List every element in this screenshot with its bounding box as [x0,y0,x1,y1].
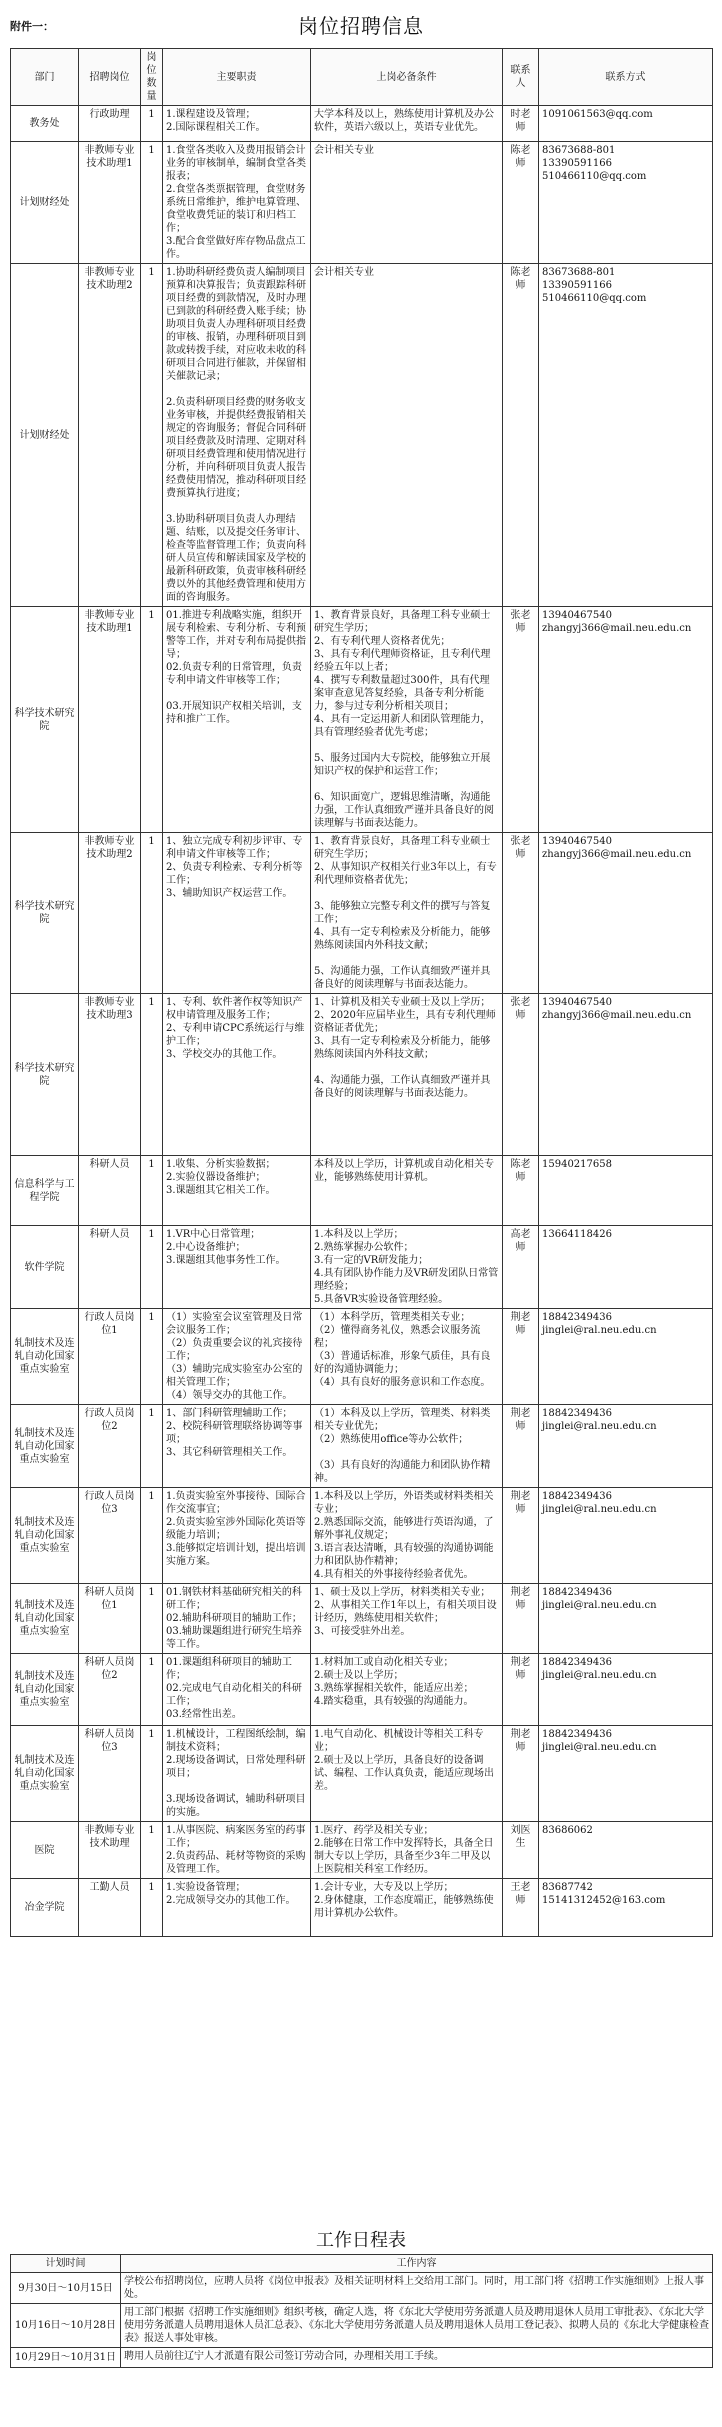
table-row [11,264,713,607]
requirement-cell: 1、计算机及相关专业硕士及以上学历； 2、2020年应届毕业生，具有专利代理师资格证者优先； 3、具有一定专利检索及分析能力，能够熟练阅读国内外科技文献； 4、沟通能力强，工作认真细致严谨并具备良好的阅读理解与书面表达能力。 [311,994,503,1156]
header [10,4,712,44]
post-cell: 非教师专业技术助理1 [79,142,141,264]
phone-cell: 18842349436 jinglei@ral.neu.edu.cn [539,1726,713,1822]
phone-cell: 13940467540 zhangyj366@mail.neu.edu.cn [539,833,713,994]
post-cell: 科研人员岗位1 [79,1584,141,1654]
dept-cell: 计划财经处 [11,264,79,607]
table-row [11,1488,713,1584]
count-cell: 1 [141,1726,163,1822]
schedule-row [11,2348,713,2368]
contact-cell: 张老师 [503,994,539,1156]
schedule-title: 工作日程表 [316,2230,406,2251]
duty-cell: 1.课程建设及管理； 2.国际课程相关工作。 [163,106,311,142]
requirement-cell: 1.材料加工或自动化相关专业； 2.硕士及以上学历； 3.熟练掌握相关软件，能适应出差； 4.踏实稳重，具有较强的沟通能力。 [311,1654,503,1726]
contact-cell: 陈老师 [503,142,539,264]
header-cell: 上岗必备条件 [311,49,503,106]
duty-cell: 1.实验设备管理； 2.完成领导交办的其他工作。 [163,1879,311,1937]
count-cell: 1 [141,1822,163,1879]
header-cell: 工作内容 [121,2255,713,2273]
post-cell: 非教师专业技术助理3 [79,994,141,1156]
phone-cell: 18842349436 jinglei@ral.neu.edu.cn [539,1405,713,1488]
count-cell: 1 [141,994,163,1156]
requirement-cell: 1.电气自动化、机械设计等相关工科专业； 2.硕士及以上学历，具备良好的设备调试、编程、工作认真负责，能适应现场出差。 [311,1726,503,1822]
dept-cell: 轧制技术及连轧自动化国家重点实验室 [11,1654,79,1726]
table-row [11,142,713,264]
duty-cell: 1.机械设计，工程图纸绘制，编制技术资料； 2.现场设备调试，日常处理科研项目； 3.现场设备调试，辅助科研项目的实施。 [163,1726,311,1822]
table-row [11,607,713,833]
dept-cell: 教务处 [11,106,79,142]
schedule-table [10,2254,713,2368]
requirement-cell: 大学本科及以上，熟练使用计算机及办公软件，英语六级以上，英语专业优先。 [311,106,503,142]
header-cell: 招聘岗位 [79,49,141,106]
requirement-cell: 本科及以上学历，计算机或自动化相关专业，能够熟练使用计算机。 [311,1156,503,1226]
duty-cell: 01.推进专利战略实施，组织开展专利检索、专利分析、专利预警等工作，并对专利布局提供指导； 02.负责专利的日常管理，负责专利申请文件审核等工作； 03.开展知识产权相关培训，支持和推广工作。 [163,607,311,833]
phone-cell: 13940467540 zhangyj366@mail.neu.edu.cn [539,607,713,833]
requirement-cell: （1）本科学历，管理类相关专业； （2）懂得商务礼仪，熟悉会议服务流程； （3）普通话标准，形象气质佳，具有良好的沟通协调能力； （4）具有良好的服务意识和工作态度。 [311,1309,503,1405]
table-row [11,1822,713,1879]
schedule-content-cell: 聘用人员前往辽宁人才派遣有限公司签订劳动合同，办理相关用工手续。 [121,2348,713,2368]
post-cell: 行政人员岗位3 [79,1488,141,1584]
contact-cell: 王老师 [503,1879,539,1937]
dept-cell: 计划财经处 [11,142,79,264]
dept-cell: 冶金学院 [11,1879,79,1937]
table-row [11,1226,713,1309]
header-cell: 联系人 [503,49,539,106]
duty-cell: 1.协助科研经费负责人编制项目预算和决算报告；负责跟踪科研项目经费的到款情况，及时办理已到款的科研经费入账手续；协助项目负责人办理科研项目经费的审核、报销，办理科研项目到款或转拨手续，对应收未收的科研项目合同进行催款，并保留相关催款记录； 2.负责科研项目经费的财务收支业务审核，并提供经费报销相关规定的咨询服务；督促合同科研项目经费款及时清理、定期对科研项目经费管理和使用情况进行分析，并向科研项目负责人报告经费使用情况，推动科研项目经费预算执行进度； 3.协助科研项目负责人办理结题、结账，以及提交任务审计、检查等监督管理工作；负责向科研人员宣传和解读国家及学校的最新科研政策，负责审核科研经费以外的其他经费管理和使用方面的咨询服务。 [163,264,311,607]
count-cell: 1 [141,106,163,142]
dept-cell: 轧制技术及连轧自动化国家重点实验室 [11,1405,79,1488]
dept-cell: 科学技术研究院 [11,607,79,833]
page-title: 岗位招聘信息 [298,14,424,38]
phone-cell: 83686062 [539,1822,713,1879]
count-cell: 1 [141,1584,163,1654]
duty-cell: 1.负责实验室外事接待、国际合作交流事宜； 2.负责实验室涉外国际化英语等级能力培训； 3.能够拟定培训计划，提出培训实施方案。 [163,1488,311,1584]
schedule-time-cell: 10月29日～10月31日 [11,2348,121,2368]
table-row [11,1584,713,1654]
post-cell: 科研人员 [79,1156,141,1226]
dept-cell: 软件学院 [11,1226,79,1309]
dept-cell: 信息科学与工程学院 [11,1156,79,1226]
contact-cell: 荆老师 [503,1405,539,1488]
phone-cell: 83673688-801 13390591166 510466110@qq.com [539,264,713,607]
table-row [11,1879,713,1937]
schedule-row [11,2304,713,2348]
duty-cell: 1.收集、分析实验数据； 2.实验仪器设备维护； 3.课题组其它相关工作。 [163,1156,311,1226]
duty-cell: （1）实验室会议室管理及日常会议服务工作； （2）负责重要会议的礼宾接待工作； （3）辅助完成实验室办公室的相关管理工作； （4）领导交办的其他工作。 [163,1309,311,1405]
table-row [11,1726,713,1822]
duty-cell: 1.食堂各类收入及费用报销会计业务的审核制单，编制食堂各类报表； 2.食堂各类票据管理，食堂财务系统日常维护，维护电算管理、食堂收费凭证的装订和归档工作； 3.配合食堂做好库存物品盘点工作。 [163,142,311,264]
contact-cell: 荆老师 [503,1726,539,1822]
count-cell: 1 [141,1488,163,1584]
contact-cell: 张老师 [503,607,539,833]
count-cell: 1 [141,607,163,833]
contact-cell: 刘医生 [503,1822,539,1879]
contact-cell: 陈老师 [503,1156,539,1226]
contact-cell: 陈老师 [503,264,539,607]
table-row [11,1309,713,1405]
post-cell: 非教师专业技术助理2 [79,833,141,994]
requirement-cell: （1）本科及以上学历，管理类、材料类相关专业优先； （2）熟练使用office等办公软件； （3）具有良好的沟通能力和团队协作精神。 [311,1405,503,1488]
requirement-cell: 1.会计专业，大专及以上学历； 2.身体健康，工作态度端正，能够熟练使用计算机办公软件。 [311,1879,503,1937]
header-cell: 联系方式 [539,49,713,106]
phone-cell: 83673688-801 13390591166 510466110@qq.com [539,142,713,264]
dept-cell: 轧制技术及连轧自动化国家重点实验室 [11,1488,79,1584]
post-cell: 非教师专业技术助理2 [79,264,141,607]
post-cell: 科研人员 [79,1226,141,1309]
requirement-cell: 会计相关专业 [311,142,503,264]
contact-cell: 时老师 [503,106,539,142]
duty-cell: 1.VR中心日常管理； 2.中心设备维护； 3.课题组其他事务性工作。 [163,1226,311,1309]
post-cell: 行政人员岗位1 [79,1309,141,1405]
header-cell: 部门 [11,49,79,106]
schedule-content-cell: 学校公布招聘岗位，应聘人员将《岗位申报表》及相关证明材料上交给用工部门。同时，用工部门将《招聘工作实施细则》上报人事处。 [121,2273,713,2304]
count-cell: 1 [141,1309,163,1405]
schedule-time-cell: 10月16日～10月28日 [11,2304,121,2348]
dept-cell: 轧制技术及连轧自动化国家重点实验室 [11,1584,79,1654]
contact-cell: 荆老师 [503,1654,539,1726]
phone-cell: 13940467540 zhangyj366@mail.neu.edu.cn [539,994,713,1156]
schedule-row [11,2273,713,2304]
recruitment-table [10,48,713,1937]
post-cell: 非教师专业技术助理1 [79,607,141,833]
dept-cell: 科学技术研究院 [11,833,79,994]
table-row [11,1156,713,1226]
count-cell: 1 [141,1879,163,1937]
header-cell: 岗位数量 [141,49,163,106]
count-cell: 1 [141,142,163,264]
requirement-cell: 1.医疗、药学及相关专业； 2.能够在日常工作中发挥特长，具备全日制大专以上学历，具备至少3年二甲及以上医院相关科室工作经历。 [311,1822,503,1879]
requirement-cell: 1、教育背景良好，具备理工科专业硕士研究生学历； 2、从事知识产权相关行业3年以上，有专利代理师资格者优先； 3、能够独立完整专利文件的撰写与答复工作； 4、具有一定专利检索及分析能力，能够熟练阅读国内外科技文献； 5、沟通能力强，工作认真细致严谨并具备良好的阅读理解与书面表达能力。 [311,833,503,994]
requirement-cell: 1.本科及以上学历； 2.熟练掌握办公软件； 3.有一定的VR研发能力； 4.具有团队协作能力及VR研发团队日常管理经验； 5.具备VR实验设备管理经验。 [311,1226,503,1309]
table-row [11,106,713,142]
annex-label: 附件一： [10,20,54,33]
duty-cell: 01.课题组科研项目的辅助工作； 02.完成电气自动化相关的科研工作； 03.经常性出差。 [163,1654,311,1726]
table-row [11,1654,713,1726]
post-cell: 工勤人员 [79,1879,141,1937]
post-cell: 非教师专业技术助理 [79,1822,141,1879]
duty-cell: 01.钢铁材料基础研究相关的科研工作； 02.辅助科研项目的辅助工作； 03.辅助课题组进行研究生培养等工作。 [163,1584,311,1654]
count-cell: 1 [141,1226,163,1309]
count-cell: 1 [141,833,163,994]
duty-cell: 1、专利、软件著作权等知识产权申请管理及服务工作； 2、专利申请CPC系统运行与维护工作； 3、学校交办的其他工作。 [163,994,311,1156]
duty-cell: 1、独立完成专利初步评审、专利申请文件审核等工作； 2、负责专利检索、专利分析等工作； 3、辅助知识产权运营工作。 [163,833,311,994]
phone-cell: 18842349436 jinglei@ral.neu.edu.cn [539,1654,713,1726]
table-header-row [11,49,713,106]
contact-cell: 荆老师 [503,1309,539,1405]
dept-cell: 轧制技术及连轧自动化国家重点实验室 [11,1726,79,1822]
phone-cell: 18842349436 jinglei@ral.neu.edu.cn [539,1488,713,1584]
requirement-cell: 会计相关专业 [311,264,503,607]
requirement-cell: 1、硕士及以上学历，材料类相关专业； 2、从事相关工作1年以上，有相关项目设计经历，熟练使用相关软件； 3、可接受驻外出差。 [311,1584,503,1654]
requirement-cell: 1、教育背景良好，具备理工科专业硕士研究生学历； 2、有专利代理人资格者优先； 3、具有专利代理师资格证，且专利代理经验五年以上者； 4、撰写专利数量超过300件，具有代理案审查意见答复经验，具备专利分析能力，参与过专利分析相关项目； 4、具有一定运用新人和团队管理能力，具有管理经验者优先考虑； 5、服务过国内大专院校，能够独立开展知识产权的保护和运营工作； 6、知识面宽广，逻辑思维清晰，沟通能力强，工作认真细致严谨并具备良好的阅读理解与书面表达能力。 [311,607,503,833]
schedule-header-row [11,2255,713,2273]
header-cell: 计划时间 [11,2255,121,2273]
dept-cell: 轧制技术及连轧自动化国家重点实验室 [11,1309,79,1405]
schedule-time-cell: 9月30日～10月15日 [11,2273,121,2304]
duty-cell: 1、部门科研管理辅助工作； 2、校院科研管理联络协调等事项； 3、其它科研管理相关工作。 [163,1405,311,1488]
table-row [11,994,713,1156]
dept-cell: 医院 [11,1822,79,1879]
contact-cell: 荆老师 [503,1584,539,1654]
schedule-content-cell: 用工部门根据《招聘工作实施细则》组织考核，确定人选，将《东北大学使用劳务派遣人员及聘用退休人员用工审批表》、《东北大学使用劳务派遣人员聘用退休人员汇总表》、《东北大学使用劳务派遣人员及聘用退休人员用工登记表》、拟聘人员的《东北大学健康检查表》报送人事处审核。 [121,2304,713,2348]
post-cell: 行政助理 [79,106,141,142]
contact-cell: 高老师 [503,1226,539,1309]
count-cell: 1 [141,264,163,607]
post-cell: 行政人员岗位2 [79,1405,141,1488]
post-cell: 科研人员岗位2 [79,1654,141,1726]
post-cell: 科研人员岗位3 [79,1726,141,1822]
dept-cell: 科学技术研究院 [11,994,79,1156]
phone-cell: 18842349436 jinglei@ral.neu.edu.cn [539,1309,713,1405]
count-cell: 1 [141,1654,163,1726]
count-cell: 1 [141,1405,163,1488]
contact-cell: 张老师 [503,833,539,994]
phone-cell: 83687742 15141312452@163.com [539,1879,713,1937]
table-row [11,1405,713,1488]
phone-cell: 18842349436 jinglei@ral.neu.edu.cn [539,1584,713,1654]
requirement-cell: 1.本科及以上学历，外语类或材料类相关专业； 2.熟悉国际交流，能够进行英语沟通，了解外事礼仪规定； 3.语言表达清晰，具有较强的沟通协调能力和团队协作精神； 4.具有相关的外事接待经验者优先。 [311,1488,503,1584]
table-row [11,833,713,994]
phone-cell: 1091061563@qq.com [539,106,713,142]
contact-cell: 荆老师 [503,1488,539,1584]
count-cell: 1 [141,1156,163,1226]
duty-cell: 1.从事医院、病案医务室的药事工作； 2.负责药品、耗材等物资的采购及管理工作。 [163,1822,311,1879]
phone-cell: 13664118426 [539,1226,713,1309]
phone-cell: 15940217658 [539,1156,713,1226]
header-cell: 主要职责 [163,49,311,106]
